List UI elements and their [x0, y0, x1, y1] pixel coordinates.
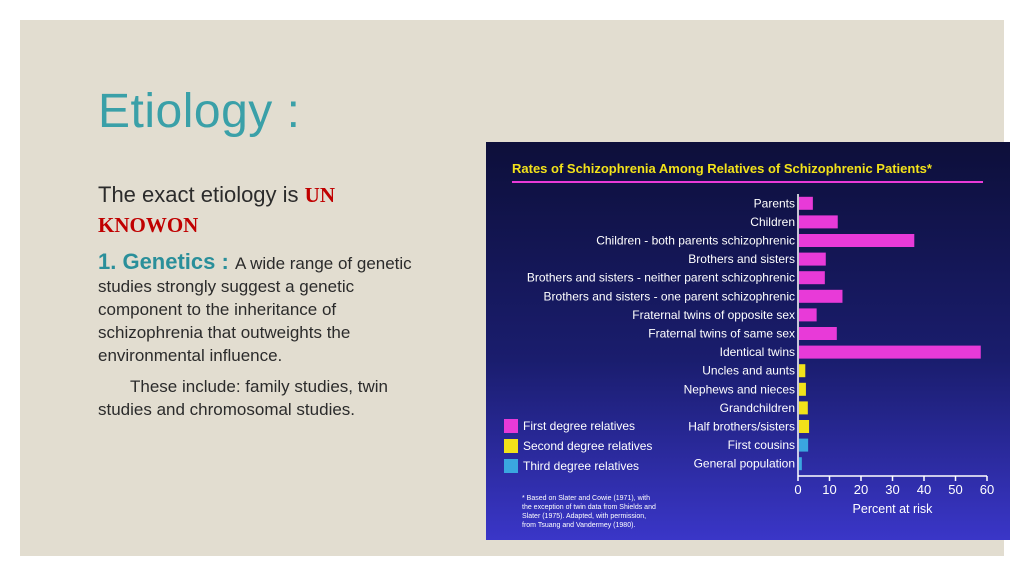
legend-swatch-second [504, 439, 518, 453]
intro-text: The exact etiology is [98, 182, 305, 207]
footnote-line: * Based on Slater and Cowie (1971), with [522, 495, 651, 502]
x-axis-label: Percent at risk [852, 502, 933, 516]
x-tick-label: 40 [916, 482, 932, 497]
category-label: Identical twins [719, 345, 795, 360]
bar [799, 439, 808, 452]
chart-title: Rates of Schizophrenia Among Relatives of Schizophrenic Patients* [512, 161, 932, 176]
slide [20, 20, 1004, 556]
category-label: Parents [753, 196, 795, 211]
category-label: Children - both parents schizophrenic [596, 233, 795, 248]
category-label: Brothers and sisters - one parent schizophrenic [543, 289, 795, 304]
bar [799, 197, 813, 210]
bar [799, 271, 825, 284]
x-tick-label: 20 [853, 482, 869, 497]
includes-paragraph: These include: family studies, twin studies and chromosomal studies. [98, 377, 388, 419]
category-label: Half brothers/sisters [688, 419, 795, 434]
schizophrenia-bar-chart [486, 142, 1010, 540]
bar [799, 401, 808, 414]
category-label: General population [693, 456, 795, 471]
bar [799, 253, 826, 266]
bar [799, 346, 981, 359]
legend-label-first: First degree relatives [523, 419, 636, 433]
genetics-label: 1. Genetics : [98, 249, 235, 274]
bar [799, 234, 914, 247]
genetics-paragraph [98, 250, 428, 367]
slide-body [98, 180, 428, 421]
slide-title: Etiology : [98, 85, 301, 138]
legend-swatch-third [504, 459, 518, 473]
legend-swatch-first [504, 419, 518, 433]
unknown-highlight: UN KNOWON [98, 183, 336, 237]
x-tick-label: 10 [822, 482, 837, 497]
bar [799, 420, 809, 433]
category-label: Uncles and aunts [702, 363, 795, 378]
category-label: Grandchildren [719, 400, 795, 415]
category-label: Brothers and sisters - neither parent schizophrenic [526, 270, 795, 285]
footnote-line: Slater (1975). Adapted, with permission, [522, 513, 647, 520]
category-label: Nephews and nieces [683, 382, 795, 397]
bar [799, 290, 842, 303]
legend-label-third: Third degree relatives [523, 459, 640, 473]
x-tick-label: 50 [948, 482, 963, 497]
footnote-line: the exception of twin data from Shields and [522, 504, 656, 511]
bar [799, 215, 838, 228]
x-tick-label: 60 [979, 482, 995, 497]
legend-label-second: Second degree relatives [523, 439, 653, 453]
x-tick-label: 30 [885, 482, 900, 497]
x-tick-label: 0 [794, 482, 802, 497]
intro-paragraph [98, 180, 428, 240]
category-label: Children [750, 214, 795, 229]
genetics-text: A wide range of genetic studies strongly suggest a genetic component to the inheritance of schizophrenia that outweights the environmental influence. [98, 254, 412, 365]
bar [799, 364, 805, 377]
footnote-line: from Tsuang and Vandermey (1980). [522, 522, 636, 529]
bar [799, 383, 806, 396]
category-label: First cousins [727, 438, 795, 453]
bar [799, 308, 817, 321]
category-label: Fraternal twins of opposite sex [632, 307, 795, 322]
category-label: Fraternal twins of same sex [648, 326, 795, 341]
category-label: Brothers and sisters [688, 252, 795, 267]
chart-panel [486, 142, 1010, 540]
bar [799, 327, 837, 340]
bar [799, 457, 802, 470]
